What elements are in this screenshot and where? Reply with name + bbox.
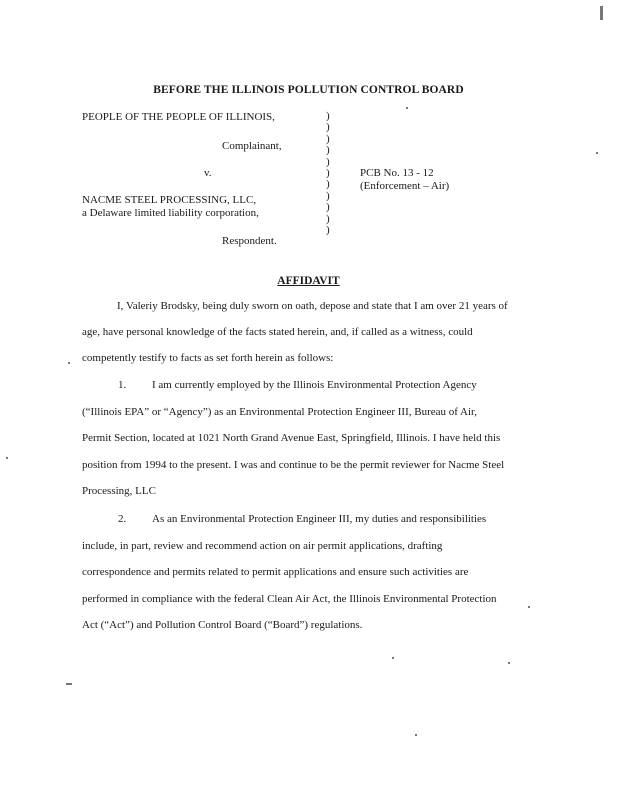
- paren: ): [326, 167, 330, 180]
- case-type: (Enforcement – Air): [360, 180, 450, 192]
- paren: ): [326, 144, 330, 157]
- scan-mark: [600, 6, 603, 20]
- defendant-role: Respondent.: [222, 235, 277, 247]
- scan-speck: [528, 606, 530, 608]
- scan-speck: [392, 657, 394, 659]
- intro-line: age, have personal knowledge of the facts stated herein, and, if called as a witness, could: [82, 326, 473, 338]
- plaintiff-role: Complainant,: [222, 140, 282, 152]
- board-title: BEFORE THE ILLINOIS POLLUTION CONTROL BOARD: [153, 84, 464, 96]
- paren: ): [326, 132, 330, 145]
- para1-line: I am currently employed by the Illinois Environmental Protection Agency: [152, 379, 477, 391]
- scan-speck: [66, 683, 72, 685]
- scan-speck: [596, 152, 598, 154]
- para2-line: Act (“Act”) and Pollution Control Board (“Board”) regulations.: [82, 619, 363, 631]
- paragraph-number: 2.: [118, 513, 127, 525]
- para1-line: position from 1994 to the present. I was and continue to be the permit reviewer for Nacme Steel: [82, 459, 505, 471]
- case-number: PCB No. 13 - 12: [360, 167, 434, 179]
- paren: ): [326, 178, 330, 191]
- intro-line: competently testify to facts as set forth herein as follows:: [82, 352, 334, 364]
- paren: ): [326, 110, 330, 122]
- affidavit-heading: AFFIDAVIT: [277, 275, 340, 287]
- defendant-name: NACME STEEL PROCESSING, LLC,: [82, 194, 257, 206]
- para1-line: Processing, LLC: [82, 485, 156, 497]
- paren: ): [326, 201, 330, 214]
- intro-line: I, Valeriy Brodsky, being duly sworn on oath, depose and state that I am over 21 years of: [117, 300, 508, 312]
- paren: ): [326, 121, 330, 134]
- para1-line: (“Illinois EPA” or “Agency”) as an Environmental Protection Engineer III, Bureau of Air,: [82, 406, 478, 418]
- paren: ): [326, 212, 330, 225]
- scan-speck: [406, 107, 408, 109]
- para2-line: performed in compliance with the federal Clean Air Act, the Illinois Environmental Protection: [82, 593, 497, 605]
- paren: ): [326, 189, 330, 202]
- plaintiff-name: PEOPLE OF THE PEOPLE OF ILLINOIS,: [82, 111, 275, 123]
- para2-line: correspondence and permits related to permit applications and ensure such activities are: [82, 566, 469, 578]
- defendant-description: a Delaware limited liability corporation,: [82, 207, 259, 219]
- scan-speck: [6, 457, 8, 459]
- para1-line: Permit Section, located at 1021 North Grand Avenue East, Springfield, Illinois. I have held this: [82, 432, 501, 444]
- scan-speck: [508, 662, 510, 664]
- paren: ): [326, 224, 330, 237]
- paren: ): [326, 155, 330, 168]
- paragraph-number: 1.: [118, 379, 127, 391]
- scan-speck: [68, 362, 70, 364]
- para2-line: As an Environmental Protection Engineer III, my duties and responsibilities: [152, 513, 487, 525]
- para2-line: include, in part, review and recommend action on air permit applications, drafting: [82, 540, 443, 552]
- versus: v.: [204, 167, 212, 179]
- caption-parens: [326, 111, 336, 236]
- scan-speck: [415, 734, 417, 736]
